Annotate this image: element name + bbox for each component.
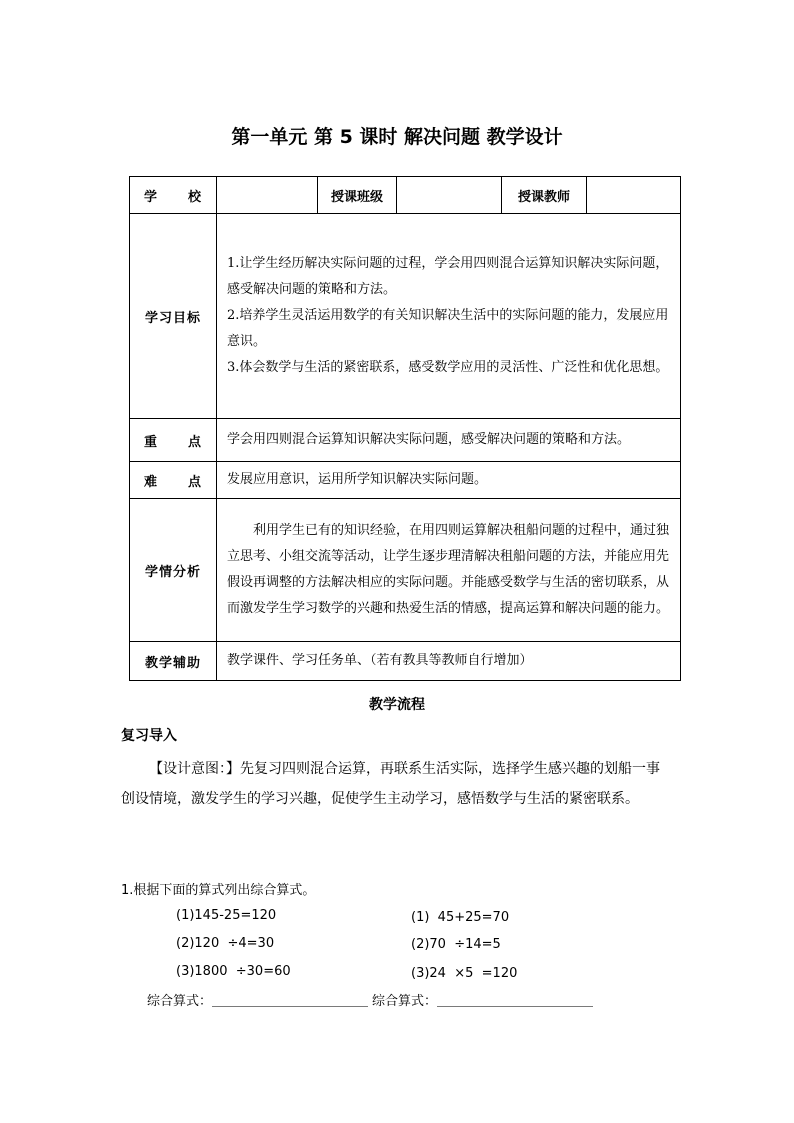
goal-2: 2.培养学生灵活运用数学的有关知识解决生活中的实际问题的能力，发展应用意识。: [227, 308, 669, 349]
design-intent: 【设计意图：】先复习四则混合运算，再联系生活实际，选择学生感兴趣的划船一事创设情境，激发学生的学习兴趣，促使学生主动学习，感悟数学与生活的紧密联系。: [121, 761, 660, 807]
lesson-info-table: [129, 176, 681, 681]
left-expression-3: (3)1800 ÷30=60: [176, 964, 291, 979]
school-label: 学 校: [130, 177, 217, 214]
goal-1: 1.让学生经历解决实际问题的过程，学会用四则混合运算知识解决实际问题，感受解决问题的策略和方法。: [227, 256, 669, 297]
table-row: [130, 177, 681, 214]
right-expression-3: (3)24 ×5 =120: [411, 966, 518, 981]
analysis-label: 学情分析: [130, 499, 217, 642]
teacher-value: [587, 177, 681, 214]
flow-title: 教学流程: [369, 697, 425, 713]
combined-formula-right: 综合算式：＿＿＿＿＿＿＿＿＿＿＿＿: [372, 994, 594, 1009]
class-value: [397, 177, 502, 214]
page-title: 第一单元 第 5 课时 解决问题 教学设计: [231, 126, 563, 148]
key-label: 重 点: [130, 419, 217, 462]
aids-content: 教学课件、学习任务单、（若有教具等教师自行增加）: [217, 642, 681, 681]
key-content: 学会用四则混合运算知识解决实际问题，感受解决问题的策略和方法。: [217, 419, 681, 462]
question-1: 1.根据下面的算式列出综合算式。: [121, 883, 316, 898]
right-expression-1: (1) 45+25=70: [411, 910, 510, 925]
table-row: [130, 419, 681, 462]
class-label: 授课班级: [318, 177, 397, 214]
left-expression-1: (1)145-25=120: [176, 908, 277, 923]
table-row: [130, 214, 681, 419]
table-row: [130, 462, 681, 499]
section-heading: 复习导入: [121, 728, 177, 744]
teacher-label: 授课教师: [502, 177, 587, 214]
difficulty-content: 发展应用意识，运用所学知识解决实际问题。: [217, 462, 681, 499]
table-row: [130, 642, 681, 681]
goals-content: [217, 214, 681, 419]
aids-label: 教学辅助: [130, 642, 217, 681]
left-expression-2: (2)120 ÷4=30: [176, 936, 275, 951]
combined-formula-left: 综合算式：＿＿＿＿＿＿＿＿＿＿＿＿: [147, 994, 369, 1009]
table-row: [130, 499, 681, 642]
right-expression-2: (2)70 ÷14=5: [411, 937, 501, 952]
goal-3: 3.体会数学与生活的紧密联系，感受数学应用的灵活性、广泛性和优化思想。: [227, 360, 669, 375]
school-value: [217, 177, 318, 214]
difficulty-label: 难 点: [130, 462, 217, 499]
goals-label: 学习目标: [130, 214, 217, 419]
analysis-content: 利用学生已有的知识经验，在用四则运算解决租船问题的过程中，通过独立思考、小组交流等活动，让学生逐步理清解决租船问题的方法，并能应用先假设再调整的方法解决相应的实际问题。并能感受数学与生活的密切联系，从而激发学生学习数学的兴趣和热爱生活的情感，提高运算和解决问题的能力。: [217, 499, 681, 642]
